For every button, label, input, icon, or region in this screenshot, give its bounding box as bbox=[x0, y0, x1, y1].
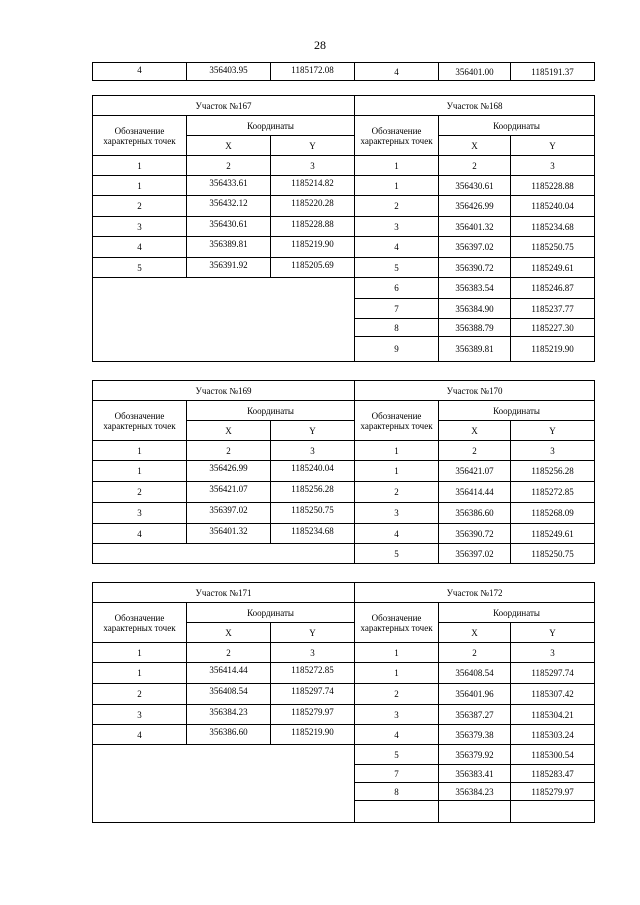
table-row bbox=[93, 196, 595, 217]
cell: 1185214.82 bbox=[271, 176, 355, 196]
cell: 356426.99 bbox=[187, 461, 271, 482]
table-row bbox=[93, 258, 595, 278]
cell: 2 bbox=[439, 156, 511, 176]
designation-header: Обозначение характерных точек bbox=[93, 116, 187, 156]
cell: 356386.60 bbox=[187, 725, 271, 745]
column-numbers-row bbox=[93, 441, 595, 461]
cell: 2 bbox=[355, 196, 439, 217]
table-row bbox=[93, 217, 595, 237]
cell: 356408.54 bbox=[439, 663, 511, 684]
cell: 356379.92 bbox=[439, 745, 511, 765]
cell: 3 bbox=[511, 156, 595, 176]
cell: 1185220.28 bbox=[271, 196, 355, 217]
cell: 356384.23 bbox=[439, 783, 511, 801]
table-row bbox=[93, 278, 595, 299]
y-header: Y bbox=[271, 421, 355, 441]
cell: 356401.32 bbox=[187, 524, 271, 544]
cell: 1 bbox=[355, 441, 439, 461]
coordinates-header: Координаты bbox=[187, 603, 355, 623]
table-row bbox=[93, 461, 595, 482]
cell: 1 bbox=[93, 461, 187, 482]
cell: 1185234.68 bbox=[271, 524, 355, 544]
cell: 1185272.85 bbox=[271, 663, 355, 684]
cell bbox=[355, 801, 439, 823]
cell: 356401.32 bbox=[439, 217, 511, 237]
section-title: Участок №172 bbox=[355, 583, 595, 603]
cell: 356383.41 bbox=[439, 765, 511, 783]
cell: 1185250.75 bbox=[271, 503, 355, 524]
table-row bbox=[93, 503, 595, 524]
cell: 4 bbox=[93, 524, 187, 544]
empty-area bbox=[93, 278, 355, 362]
cell: 5 bbox=[355, 544, 439, 564]
cell: 4 bbox=[355, 237, 439, 258]
x-header: X bbox=[187, 421, 271, 441]
coordinates-header: Координаты bbox=[439, 603, 595, 623]
cell: 1185246.87 bbox=[511, 278, 595, 299]
cell: 356430.61 bbox=[187, 217, 271, 237]
table-row bbox=[93, 63, 595, 81]
table-row bbox=[93, 176, 595, 196]
cell: 1185219.90 bbox=[511, 337, 595, 362]
cell: 1185172.08 bbox=[271, 63, 355, 81]
cell: 356397.02 bbox=[187, 503, 271, 524]
cell: 1185227.30 bbox=[511, 319, 595, 337]
cell: 356390.72 bbox=[439, 258, 511, 278]
designation-header: Обозначение характерных точек bbox=[355, 401, 439, 441]
cell: 1185307.42 bbox=[511, 684, 595, 705]
cell: 1 bbox=[355, 663, 439, 684]
y-header: Y bbox=[511, 136, 595, 156]
coordinates-header: Координаты bbox=[187, 401, 355, 421]
cell: 356414.44 bbox=[439, 482, 511, 503]
cell: 356384.23 bbox=[187, 705, 271, 725]
designation-header: Обозначение характерных точек bbox=[93, 401, 187, 441]
section-title: Участок №167 bbox=[93, 96, 355, 116]
cell: 4 bbox=[355, 524, 439, 544]
cell: 356390.72 bbox=[439, 524, 511, 544]
cell: 9 bbox=[355, 337, 439, 362]
cell: 356414.44 bbox=[187, 663, 271, 684]
cell: 1 bbox=[93, 156, 187, 176]
x-header: X bbox=[439, 421, 511, 441]
cell: 1185249.61 bbox=[511, 258, 595, 278]
coordinates-header: Координаты bbox=[439, 401, 595, 421]
cell: 2 bbox=[187, 643, 271, 663]
column-numbers-row bbox=[93, 643, 595, 663]
cell: 7 bbox=[355, 299, 439, 319]
coordinates-table bbox=[92, 582, 595, 823]
table-row bbox=[93, 745, 595, 765]
table-row bbox=[93, 684, 595, 705]
cell: 1185228.88 bbox=[271, 217, 355, 237]
cell: 3 bbox=[93, 705, 187, 725]
section-title: Участок №168 bbox=[355, 96, 595, 116]
cell: 356379.38 bbox=[439, 725, 511, 745]
cell: 356387.27 bbox=[439, 705, 511, 725]
cell: 1185303.24 bbox=[511, 725, 595, 745]
cell: 1185304.21 bbox=[511, 705, 595, 725]
designation-header: Обозначение характерных точек bbox=[93, 603, 187, 643]
cell: 1185219.90 bbox=[271, 725, 355, 745]
cell: 1185228.88 bbox=[511, 176, 595, 196]
title-row bbox=[93, 381, 595, 401]
cell: 1185268.09 bbox=[511, 503, 595, 524]
cell: 2 bbox=[439, 643, 511, 663]
cell: 356401.96 bbox=[439, 684, 511, 705]
cell: 1 bbox=[355, 643, 439, 663]
cell: 1185240.04 bbox=[511, 196, 595, 217]
cell: 4 bbox=[93, 237, 187, 258]
table-row bbox=[93, 237, 595, 258]
cell: 356397.02 bbox=[439, 544, 511, 564]
section-title: Участок №169 bbox=[93, 381, 355, 401]
cell: 1185250.75 bbox=[511, 544, 595, 564]
cell: 356386.60 bbox=[439, 503, 511, 524]
cell: 1185272.85 bbox=[511, 482, 595, 503]
cell: 8 bbox=[355, 319, 439, 337]
cell: 356389.81 bbox=[439, 337, 511, 362]
coordinates-header: Координаты bbox=[187, 116, 355, 136]
cell: 356397.02 bbox=[439, 237, 511, 258]
cell: 1 bbox=[93, 176, 187, 196]
x-header: X bbox=[187, 623, 271, 643]
cell: 1185297.74 bbox=[271, 684, 355, 705]
cell: 1 bbox=[355, 461, 439, 482]
cell bbox=[511, 801, 595, 823]
cell: 2 bbox=[355, 482, 439, 503]
section-title: Участок №170 bbox=[355, 381, 595, 401]
header-row bbox=[93, 603, 595, 623]
cell: 1185300.54 bbox=[511, 745, 595, 765]
y-header: Y bbox=[511, 421, 595, 441]
cell: 1185283.47 bbox=[511, 765, 595, 783]
header-row bbox=[93, 116, 595, 136]
section-title: Участок №171 bbox=[93, 583, 355, 603]
cell: 3 bbox=[355, 503, 439, 524]
cell: 2 bbox=[93, 684, 187, 705]
cell: 1185237.77 bbox=[511, 299, 595, 319]
cell: 2 bbox=[187, 156, 271, 176]
cell: 1185256.28 bbox=[511, 461, 595, 482]
cell: 1185234.68 bbox=[511, 217, 595, 237]
table-row bbox=[93, 544, 595, 564]
table-row bbox=[93, 705, 595, 725]
table-row bbox=[93, 725, 595, 745]
cell: 1185240.04 bbox=[271, 461, 355, 482]
header-row bbox=[93, 401, 595, 421]
designation-header: Обозначение характерных точек bbox=[355, 603, 439, 643]
cell: 5 bbox=[355, 745, 439, 765]
cell: 5 bbox=[355, 258, 439, 278]
cell: 1185219.90 bbox=[271, 237, 355, 258]
y-header: Y bbox=[271, 136, 355, 156]
designation-header: Обозначение характерных точек bbox=[355, 116, 439, 156]
cell: 356426.99 bbox=[439, 196, 511, 217]
column-numbers-row bbox=[93, 156, 595, 176]
title-row bbox=[93, 96, 595, 116]
cell bbox=[439, 801, 511, 823]
cell: 356430.61 bbox=[439, 176, 511, 196]
coordinates-table bbox=[92, 380, 595, 564]
cell: 1 bbox=[93, 643, 187, 663]
x-header: X bbox=[439, 136, 511, 156]
cell: 356421.07 bbox=[439, 461, 511, 482]
table-row bbox=[93, 524, 595, 544]
cell: 1185279.97 bbox=[511, 783, 595, 801]
cell: 356388.79 bbox=[439, 319, 511, 337]
cell: 1185191.37 bbox=[511, 63, 595, 81]
cell: 356391.92 bbox=[187, 258, 271, 278]
cell: 3 bbox=[355, 705, 439, 725]
x-header: X bbox=[439, 623, 511, 643]
cell: 356401.00 bbox=[439, 63, 511, 81]
title-row bbox=[93, 583, 595, 603]
cell: 356433.61 bbox=[187, 176, 271, 196]
y-header: Y bbox=[271, 623, 355, 643]
cell: 3 bbox=[511, 643, 595, 663]
cell: 356383.54 bbox=[439, 278, 511, 299]
cell: 3 bbox=[271, 156, 355, 176]
cell: 2 bbox=[93, 482, 187, 503]
coordinates-header: Координаты bbox=[439, 116, 595, 136]
cell: 6 bbox=[355, 278, 439, 299]
cell: 4 bbox=[355, 725, 439, 745]
cell: 356384.90 bbox=[439, 299, 511, 319]
cell: 1185249.61 bbox=[511, 524, 595, 544]
cell: 4 bbox=[355, 63, 439, 81]
continuation-table bbox=[92, 62, 595, 81]
empty-area bbox=[93, 745, 355, 823]
table-row bbox=[93, 663, 595, 684]
cell: 2 bbox=[187, 441, 271, 461]
cell: 1185279.97 bbox=[271, 705, 355, 725]
cell: 1 bbox=[355, 156, 439, 176]
cell: 4 bbox=[93, 725, 187, 745]
cell: 7 bbox=[355, 765, 439, 783]
cell: 1 bbox=[93, 663, 187, 684]
cell: 3 bbox=[93, 217, 187, 237]
empty-area bbox=[93, 544, 355, 564]
cell: 3 bbox=[271, 441, 355, 461]
cell: 1185256.28 bbox=[271, 482, 355, 503]
page-number: 28 bbox=[314, 38, 326, 52]
coordinates-table bbox=[92, 95, 595, 362]
cell: 2 bbox=[93, 196, 187, 217]
cell: 356403.95 bbox=[187, 63, 271, 81]
cell: 2 bbox=[355, 684, 439, 705]
cell: 3 bbox=[93, 503, 187, 524]
cell: 2 bbox=[439, 441, 511, 461]
y-header: Y bbox=[511, 623, 595, 643]
cell: 3 bbox=[355, 217, 439, 237]
cell: 356389.81 bbox=[187, 237, 271, 258]
cell: 4 bbox=[93, 63, 187, 81]
table-row bbox=[93, 482, 595, 503]
cell: 1 bbox=[93, 441, 187, 461]
x-header: X bbox=[187, 136, 271, 156]
cell: 5 bbox=[93, 258, 187, 278]
cell: 356432.12 bbox=[187, 196, 271, 217]
cell: 8 bbox=[355, 783, 439, 801]
cell: 356408.54 bbox=[187, 684, 271, 705]
cell: 1185250.75 bbox=[511, 237, 595, 258]
cell: 1185297.74 bbox=[511, 663, 595, 684]
cell: 3 bbox=[271, 643, 355, 663]
cell: 1185205.69 bbox=[271, 258, 355, 278]
cell: 1 bbox=[355, 176, 439, 196]
cell: 356421.07 bbox=[187, 482, 271, 503]
cell: 3 bbox=[511, 441, 595, 461]
